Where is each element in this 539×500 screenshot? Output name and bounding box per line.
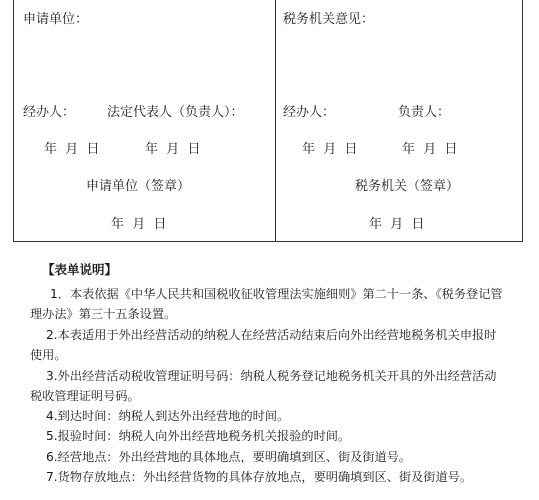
right-handler-date: 年 月 日	[302, 142, 358, 157]
applicant-unit-label: 申请单位：	[23, 12, 89, 27]
responsible-person-label: 负责人：	[398, 105, 451, 120]
tax-authority-seal-label: 税务机关（签章）	[355, 179, 460, 194]
instruction-line: 5.报验时间：纳税人向外出经营地税务机关报验的时间。	[46, 429, 351, 443]
tax-authority-opinion-label: 税务机关意见：	[283, 12, 375, 27]
declaration-form-table	[13, 0, 523, 242]
instruction-line: 2.本表适用于外出经营活动的纳税人在经营活动结束后向外出经营地税务机关申报时	[46, 328, 497, 342]
applicant-seal-date: 年 月 日	[111, 217, 167, 232]
applicant-seal-label: 申请单位（签章）	[86, 179, 191, 194]
responsible-person-date: 年 月 日	[402, 142, 458, 157]
instruction-line: 理办法》第三十五条设置。	[30, 307, 177, 321]
instruction-line: 使用。	[30, 348, 67, 362]
column-divider	[275, 0, 276, 241]
instruction-line: 3.外出经营活动税收管理证明号码：纳税人税务登记地税务机关开具的外出经营活动	[46, 369, 497, 383]
legal-representative-date: 年 月 日	[145, 142, 201, 157]
right-handler-label: 经办人：	[283, 105, 336, 120]
instruction-line: 7.货物存放地点：外出经营货物的具体存放地点，要明确填到区、街及街道号。	[46, 470, 473, 484]
instruction-line: 6.经营地点：外出经营地的具体地点，要明确填到区、街及街道号。	[46, 450, 412, 464]
instruction-line: 税收管理证明号码。	[30, 389, 140, 403]
left-handler-date: 年 月 日	[44, 142, 100, 157]
instruction-line: 4.到达时间：纳税人到达外出经营地的时间。	[46, 409, 290, 423]
tax-authority-seal-date: 年 月 日	[369, 217, 425, 232]
instructions-title: 【表单说明】	[42, 262, 118, 277]
left-handler-label: 经办人：	[23, 105, 76, 120]
legal-representative-label: 法定代表人（负责人）：	[107, 105, 244, 120]
instruction-line: 1．本表依据《中华人民共和国税收征收管理法实施细则》第二十一条、《税务登记管	[50, 287, 503, 301]
